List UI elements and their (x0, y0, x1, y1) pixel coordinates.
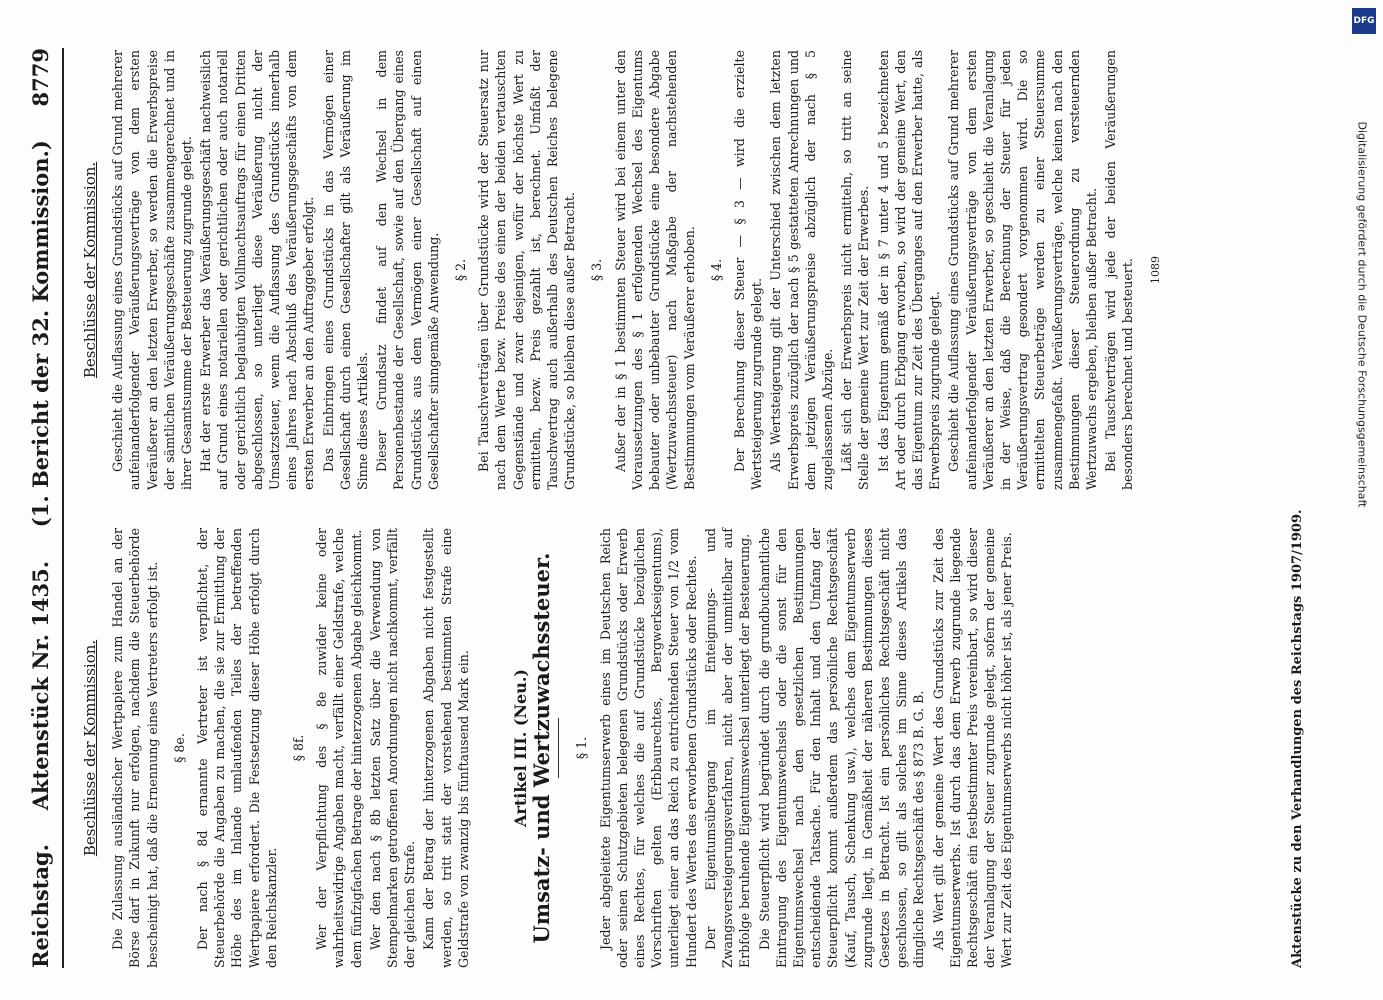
section-mark: § 8f. (291, 734, 307, 762)
section-mark: § 4. (708, 258, 724, 282)
paragraph: Hat der erste Erwerber das Veräußerungsgeschäft nachweislich auf Grund eines notariellen oder gerichtlichen oder auch notariell oder gerichtlich beglaubigten Vollmachtsauftrags für einen Dritten abgeschlossen, so unterliegt diese Veräußerung nicht der Umsatzsteuer, wenn die Auflassung des Grundstücks innerhalb eines Jahres nach Abschluß des Veräußerungsgeschäfts von dem ersten Erwerber an den Auftraggeber erfolgt. (198, 50, 317, 490)
paragraph: Bei Tauschverträgen über Grundstücke wird der Steuersatz nur nach dem Werte bezw. Preise des einen der beiden vertauschten Gegenstände und zwar desjenigen, wofür der höchste Wert zu ermitteln, bezw. Preis gezahlt ist, berechnet. Umfaßt der Tauschvertrag auch außerhalb des Deutschen Reiches belegene Grundstücke, so bleiben diese außer Betracht. (476, 50, 578, 490)
artikel-title: Umsatz- und Wertzuwachssteuer. (529, 552, 555, 944)
page-number: 8779 (28, 48, 53, 107)
page-header (28, 48, 64, 968)
artikel-heading: Artikel III. (Neu.) (511, 669, 531, 827)
rotated-page-content (28, 48, 1328, 968)
paragraph: Als Wert gilt der gemeine Wert des Grundstücks zur Zeit des Eigentumserwerbs. Ist durch das dem Erwerb zugrunde liegende Rechtsgeschäft ein festbestimmter Preis vereinbart, so wird dieser der Veranlagung der Steuer zugrunde gelegt, sofern der gemeine Wert zur Zeit des Eigentumserwerbs nicht höher ist, als jener Preis. (930, 528, 1015, 968)
paragraph: Geschieht die Auflassung eines Grundstücks auf Grund mehrerer aufeinanderfolgender Veräußerungsverträge von dem ersten Veräußerer an den letzten Erwerber, so geschieht die Veranlagung in der Weise, daß die Berechnung der Steuer für jeden Veräußerungsvertrag gesondert vorgenommen wird. Die so ermittelten Steuerbeträge werden zu einer Steuersumme zusammengefaßt. Veräußerungsverträge, welche keinen nach den Bestimmungen dieser Steuerordnung zu versteuernden Wertzuwachs ergeben, bleiben außer Betracht. (946, 50, 1099, 490)
paragraph: Außer der in § 1 bestimmten Steuer wird bei einem unter den Voraussetzungen des § 1 erfolgenden Wechsel des Eigentums bebauter oder unbebauter Grundstücke eine besondere Abgabe (Wertzuwachssteuer) nach Maßgabe der nachstehenden Bestimmungen vom Veräußerer erhoben. (612, 50, 697, 490)
digitization-sidebar (1352, 8, 1376, 992)
paragraph: Als Wertsteigerung gilt der Unterschied zwischen dem letzten Erwerbspreis zuzüglich der nach § 5 gestatteten Anrechnungen und dem jetzigen Veräußerungspreise abzüglich der nach § 5 zugelassenen Abzüge. (768, 50, 835, 490)
paragraph: Der nach § 8d ernannte Vertreter ist verpflichtet, der Steuerbehörde die Angaben zu machen, die sie zur Ermittlung der Höhe des im Inlande umlaufenden Teiles der betreffenden Wertpapiere erfordert. Die Festsetzung dieser Höhe erfolgt durch den Reichskanzler. (195, 528, 279, 968)
paragraph: Jeder abgeleitete Eigentumserwerb eines im Deutschen Reich oder seinen Schutzgebieten belegenen Grundstücks oder Erwerb eines Rechtes, für welches die auf Grundstücke bezüglichen Vorschriften gelten (Erbbaurechtes, Bergwerkseigentums), unterliegt einer an das Reich zu entrichtenden Steuer von 1/2 vom Hundert des Wertes des erworbenen Grundstücks oder Rechtes. (597, 528, 699, 968)
paragraph: Der Berechnung dieser Steuer — § 3 — wird die erzielte Wertsteigerung zugrunde gelegt. (731, 50, 765, 490)
paragraph: Kann der Betrag der hinterzogenen Abgaben nicht festgestellt werden, so tritt statt der vorstehend bestimmten Strafe eine Geldstrafe von zwanzig bis fünftausend Mark ein. (421, 528, 471, 968)
paragraph: Die Zulassung ausländischer Wertpapiere zum Handel an der Börse darf in Zukunft nur erfolgen, nachdem die Steuerbehörde bescheinigt hat, daß die Ernennung eines Vertreters erfolgt ist. (110, 528, 160, 968)
sheet-number: 1089 (1148, 256, 1162, 284)
section-mark: § 3. (589, 258, 605, 282)
left-column (76, 528, 1018, 968)
divider (558, 718, 559, 778)
paragraph: Läßt sich der Erwerbspreis nicht ermitteln, so tritt an seine Stelle der gemeine Wert zur Zeit der Erwerbes. (839, 50, 872, 490)
left-column-heading: Beschlüsse der Kommission. (81, 639, 99, 857)
header-center-left: Aktenstück Nr. 1435. (28, 560, 53, 811)
right-column-heading: Beschlüsse der Kommission. (81, 161, 99, 379)
paragraph: Wer den nach § 8b letzten Satz über die Verwendung von Stempelmarken getroffenen Anordnungen nicht nachkommt, verfällt der gleichen Strafe. (367, 528, 418, 968)
paragraph: Ist das Eigentum gemäß der in § 7 unter 4 und 5 bezeichneten Art oder durch Erbgang erworben, so wird der gemeine Wert, den das Eigentum zur Zeit des Überganges auf den Erwerber hatte, als Erwerbspreis zugrunde gelegt. (875, 50, 943, 490)
paragraph: Das Einbringen eines Grundstücks in das Vermögen einer Gesellschaft durch einen Gesellschafter gilt als Veräußerung im Sinne dieses Artikels. (320, 50, 371, 490)
right-column (76, 50, 1164, 490)
page-footer: Aktenstücke zu den Verhandlungen des Reichstags 1907/1909. (1290, 509, 1305, 968)
paragraph: Geschieht die Auflassung eines Grundstücks auf Grund mehrerer aufeinanderfolgender Veräußerungsverträge von dem ersten Veräußerer an den letzten Erwerber, so werden die Erwerbspreise der sämtlichen Veräußerungsgeschäfte zusammengerechnet und in ihrer Gesamtsumme der Besteuerung zugrunde gelegt. (110, 50, 195, 490)
section-mark: § 1. (574, 736, 590, 760)
section-mark: § 8e. (171, 733, 187, 763)
paragraph: Dieser Grundsatz findet auf den Wechsel in dem Personenbestande der Gesellschaft, sowie auf den Übergang eines Grundstücks aus dem Vermögen einer Gesellschaft auf einen Gesellschafter sinngemäße Anwendung. (374, 50, 441, 490)
header-left: Reichstag. (28, 844, 53, 968)
paragraph: Die Steuerpflicht wird begründet durch die grundbuchamtliche Eintragung des Eigentumswechsels oder die sonst für den Eigentumswechsel nach den gesetzlichen Bestimmungen entscheidende Tatsache. Für den Inhalt und den Umfang der Steuerpflicht kommt außerdem das persönliche Rechtsgeschäft (Kauf, Tausch, Schenkung usw.), welches dem Eigentumserwerb zugrunde liegt, in Gemäßheit der näheren Bestimmungen dieses Gesetzes in Betracht. Ist ein persönliches Rechtsgeschäft nicht geschlossen, so gilt als solches im Sinne dieses Artikels das dingliche Rechtsgeschäft des § 873 B. G. B. (756, 528, 927, 968)
paragraph: Bei Tauschverträgen wird jede der beiden Veräußerungen besonders berechnet und besteuert. (1103, 50, 1136, 490)
section-mark: § 2. (453, 258, 469, 282)
paragraph: Der Eigentumsübergang im Enteignungs- und Zwangsversteigerungsverfahren, nicht aber der unmittelbar auf Erbfolge beruhende Eigentumswechsel unterliegt der Besteuerung. (702, 528, 753, 968)
paragraph: Wer der Verpflichtung des § 8e zuwider keine oder wahrheitswidrige Angaben macht, verfällt einer Geldstrafe, welche dem fünfzigfachen Betrage der hinterzogenen Abgabe gleichkommt. (314, 528, 364, 968)
digitization-credit: Digitalisierung gefördert durch die Deutsche Forschungsgemeinschaft (1355, 121, 1369, 508)
header-center-right: (1. Bericht der 32. Kommission.) (28, 140, 53, 528)
dfg-logo-icon: DFG (1352, 8, 1376, 34)
